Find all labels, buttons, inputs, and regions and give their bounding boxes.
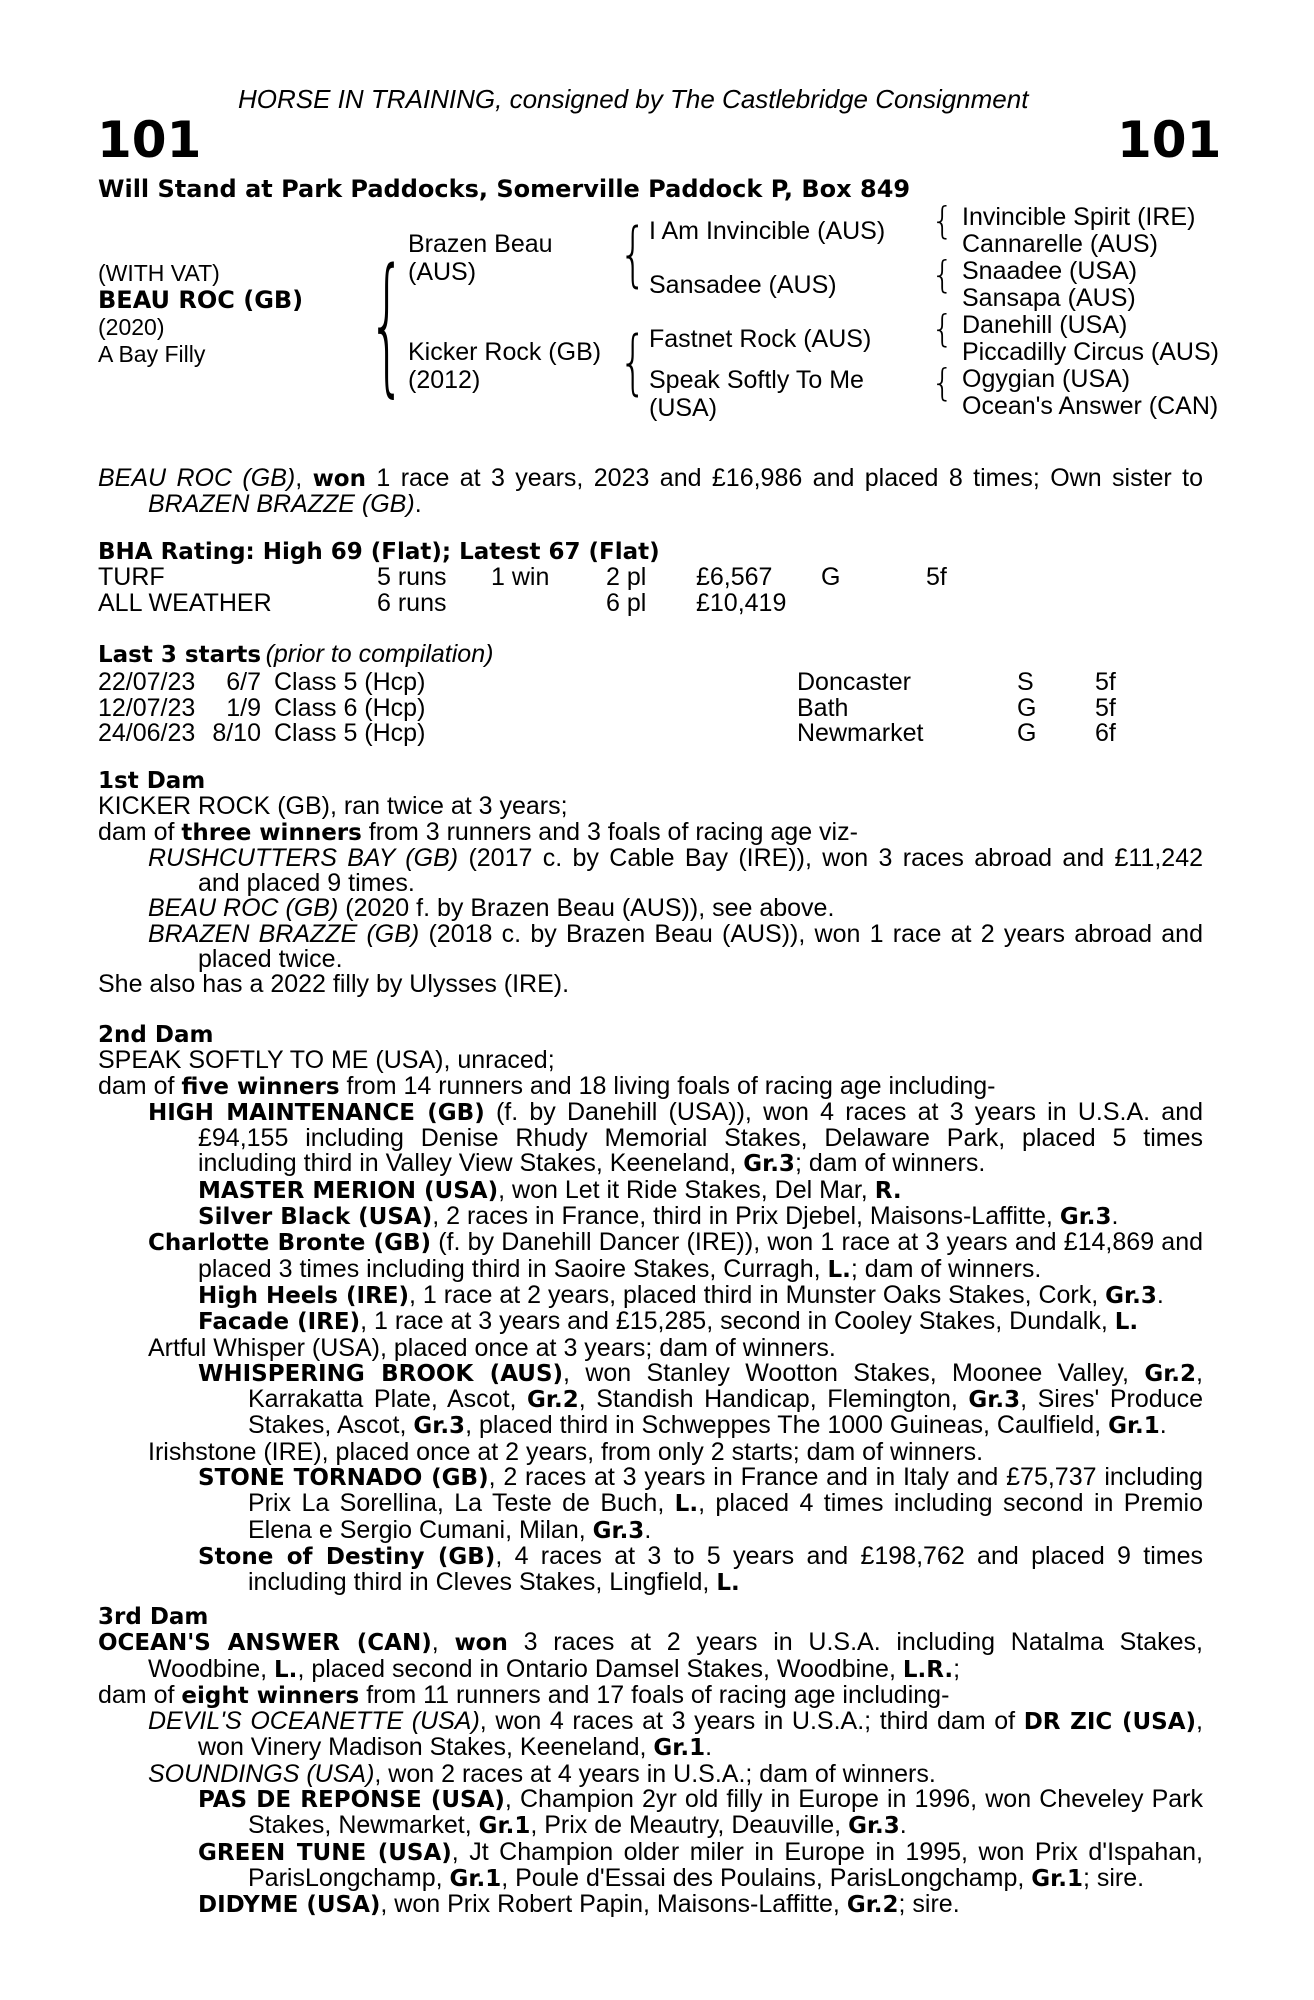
pedigree-ancestor: Piccadilly Circus (AUS)	[962, 338, 1219, 366]
pedigree-brace-g1: {	[931, 200, 954, 244]
progeny-entry: WHISPERING BROOK (AUS), won Stanley Wootton Stakes, Moonee Valley, Gr.2, Karrakatta Plate, Ascot, Gr.2, Standish Handicap, Flemington, Gr.3, Sires' Produce Stakes, Ascot, Gr.3, placed third in Schweppes The 1000 Guineas, Caulfield, Gr.1.	[198, 1358, 1203, 1440]
pedigree-brace-g2: {	[931, 254, 954, 298]
progeny-entry: High Heels (IRE), 1 race at 2 years, placed third in Munster Oaks Stakes, Cork, Gr.3.	[198, 1280, 1164, 1309]
progeny-entry: PAS DE REPONSE (USA), Champion 2yr old filly in Europe in 1996, won Cheveley Park Stakes, Newmarket, Gr.1, Prix de Meautry, Deauville, Gr.3.	[198, 1785, 1203, 1840]
pedigree-ancestor: Ogygian (USA)	[962, 365, 1131, 393]
pedigree-dam: Kicker Rock (GB) (2012)	[408, 338, 602, 394]
last-starts-table	[98, 670, 1116, 746]
pedigree-dam-sire: Fastnet Rock (AUS)	[649, 325, 872, 353]
vat-label: (WITH VAT)	[98, 260, 220, 286]
pedigree-ancestor: Snaadee (USA)	[962, 257, 1138, 285]
pedigree-sire-dam: Sansadee (AUS)	[649, 271, 837, 299]
progeny-entry: Irishstone (IRE), placed once at 2 years, from only 2 starts; dam of winners.	[148, 1437, 984, 1466]
section-heading: 3rd Dam	[98, 1604, 209, 1630]
pedigree-ancestor: Cannarelle (AUS)	[962, 230, 1158, 258]
horse-name: BEAU ROC (GB)	[98, 286, 304, 314]
progeny-entry: RUSHCUTTERS BAY (GB) (2017 c. by Cable Bay (IRE)), won 3 races abroad and £11,242 and placed 9 times.	[148, 843, 1204, 898]
rating-heading: BHA Rating: High 69 (Flat); Latest 67 (Flat)	[98, 539, 660, 565]
lot-number-left: 101	[97, 111, 202, 169]
pedigree-ancestor: Ocean's Answer (CAN)	[962, 392, 1219, 420]
catalogue-header: HORSE IN TRAINING, consigned by The Castlebridge Consignment	[238, 84, 1029, 114]
progeny-entry: BEAU ROC (GB) (2020 f. by Brazen Beau (AUS)), see above.	[148, 894, 835, 923]
progeny-entry: MASTER MERION (USA), won Let it Ride Stakes, Del Mar, R.	[198, 1175, 902, 1204]
bha-rating	[98, 540, 947, 616]
progeny-entry: Artful Whisper (USA), placed once at 3 years; dam of winners.	[148, 1333, 836, 1362]
rating-table	[98, 565, 947, 616]
race-summary: BEAU ROC (GB), won 1 race at 3 years, 2023 and £16,986 and placed 8 times; Own sister to BRAZEN BRAZZE (GB).	[98, 464, 1203, 519]
progeny-entry: BRAZEN BRAZZE (GB) (2018 c. by Brazen Beau (AUS)), won 1 race at 2 years abroad and placed twice.	[148, 919, 1203, 974]
first-dam-section: 1st Dam KICKER ROCK (GB), ran twice at 3 years; dam of three winners from 3 runners and 3 foals of racing age viz- RUSHCUTTERS BAY (GB) (2017 c. by Cable Bay (IRE)), won 3 races abroad and £11,242 and placed 9 times. BEAU ROC (GB) (2020 f. by Brazen Beau (AUS)), see above. BRAZEN BRAZZE (GB) (2018 c. by Brazen Beau (AUS)), won 1 race at 2 years abroad and placed twice. She also has a 2022 filly by Ulysses (IRE).	[98, 768, 1204, 999]
pedigree-ancestor: Danehill (USA)	[962, 311, 1128, 339]
section-heading: 1st Dam	[98, 768, 206, 794]
horse-identity	[98, 260, 303, 368]
table-row: ALL WEATHER 6 runs 6 pl £10,419	[98, 588, 787, 617]
progeny-entry: DIDYME (USA), won Prix Robert Papin, Maisons-Laffitte, Gr.2; sire.	[198, 1890, 960, 1919]
pedigree-ancestor: Invincible Spirit (IRE)	[962, 203, 1196, 231]
section-heading: 2nd Dam	[98, 1022, 214, 1048]
progeny-entry: SOUNDINGS (USA), won 2 races at 4 years in U.S.A.; dam of winners.	[148, 1759, 936, 1788]
pedigree-generation-three	[962, 204, 1219, 420]
progeny-entry: Stone of Destiny (GB), 4 races at 3 to 5 years and £198,762 and placed 9 times including third in Cleves Stakes, Lingfield, L.	[198, 1541, 1203, 1597]
horse-description: A Bay Filly	[98, 341, 206, 367]
pedigree-brace-main: {	[368, 238, 407, 413]
last-starts	[98, 642, 1116, 746]
second-dam-section: 2nd Dam SPEAK SOFTLY TO ME (USA), unraced; dam of five winners from 14 runners and 18 living foals of racing age including- HIGH MAINTENANCE (GB) (f. by Danehill (USA)), won 4 races at 3 years in U.S.A. and £94,155 including Denise Rhudy Memorial Stakes, Delaware Park, placed 5 times including third in Valley View Stakes, Keeneland, Gr.3; dam of winners. MASTER MERION (USA), won Let it Ride Stakes, Del Mar, R. Silver Black (USA), 2 races in France, third in Prix Djebel, Maisons-Laffitte, Gr.3. Charlotte Bronte (GB) (f. by Danehill Dancer (IRE)), won 1 race at 3 years and £14,869 and placed 3 times including third in Saoire Stakes, Curragh, L.; dam of winners. High Heels (IRE), 1 race at 2 years, placed third in Munster Oaks Stakes, Cork, Gr.3. Facade (IRE), 1 race at 3 years and £15,285, second in Cooley Stakes, Dundalk, L. Artful Whisper (USA), placed once at 3 years; dam of winners. WHISPERING BROOK (AUS), won Stanley Wootton Stakes, Moonee Valley, Gr.2, Karrakatta Plate, Ascot, Gr.2, Standish Handicap, Flemington, Gr.3, Sires' Produce Stakes, Ascot, Gr.3, placed third in Schweppes The 1000 Guineas, Caulfield, Gr.1. Irishstone (IRE), placed once at 2 years, from only 2 starts; dam of winners. STONE TORNADO (GB), 2 races at 3 years in France and in Italy and £75,737 including Prix La Sorellina, La Teste de Buch, L., placed 4 times including second in Premio Elena e Sergio Cumani, Milan, Gr.3. Stone of Destiny (GB), 4 races at 3 to 5 years and £198,762 and placed 9 times including third in Cleves Stakes, Lingfield, L.	[98, 1022, 1204, 1597]
progeny-entry: DEVIL'S OCEANETTE (USA), won 4 races at 3 years in U.S.A.; third dam of DR ZIC (USA), won Vinery Madison Stakes, Keeneland, Gr.1.	[148, 1707, 1203, 1762]
pedigree-brace-g3: {	[931, 308, 954, 352]
horse-year: (2020)	[98, 314, 165, 340]
lot-number-right: 101	[1117, 111, 1222, 169]
table-row: 24/06/23 8/10 Class 5 (Hcp) Newmarket G 6f	[98, 718, 1116, 747]
pedigree-brace-g4: {	[931, 362, 954, 406]
table-row: 12/07/23 1/9 Class 6 (Hcp) Bath G 5f	[98, 693, 1116, 722]
dam-record: OCEAN'S ANSWER (CAN), won 3 races at 2 years in U.S.A. including Natalma Stakes, Woodbine, L., placed second in Ontario Damsel Stakes, Woodbine, L.R.;	[98, 1628, 1203, 1683]
pedigree-ancestor: Sansapa (AUS)	[962, 284, 1136, 312]
last-starts-heading: Last 3 starts	[98, 642, 262, 668]
stand-location: Will Stand at Park Paddocks, Somerville Paddock P, Box 849	[98, 175, 911, 203]
pedigree-dam-dam: Speak Softly To Me (USA)	[649, 366, 864, 422]
progeny-entry: Facade (IRE), 1 race at 3 years and £15,285, second in Cooley Stakes, Dundalk, L.	[198, 1307, 1139, 1336]
pedigree-sire: Brazen Beau (AUS)	[408, 230, 553, 286]
pedigree-brace-dam: {	[619, 322, 647, 404]
progeny-entry: Silver Black (USA), 2 races in France, third in Prix Djebel, Maisons-Laffitte, Gr.3.	[198, 1202, 1119, 1231]
progeny-entry: STONE TORNADO (GB), 2 races at 3 years in France and in Italy and £75,737 including Prix La Sorellina, La Teste de Buch, L., placed 4 times including second in Premio Elena e Sergio Cumani, Milan, Gr.3.	[198, 1463, 1204, 1544]
third-dam-section: 3rd Dam OCEAN'S ANSWER (CAN), won 3 races at 2 years in U.S.A. including Natalma Stakes, Woodbine, L., placed second in Ontario Damsel Stakes, Woodbine, L.R.; dam of eight winners from 11 runners and 17 foals of racing age including- DEVIL'S OCEANETTE (USA), won 4 races at 3 years in U.S.A.; third dam of DR ZIC (USA), won Vinery Madison Stakes, Keeneland, Gr.1. SOUNDINGS (USA), won 2 races at 4 years in U.S.A.; dam of winners. PAS DE REPONSE (USA), Champion 2yr old filly in Europe in 1996, won Cheveley Park Stakes, Newmarket, Gr.1, Prix de Meautry, Deauville, Gr.3. GREEN TUNE (USA), Jt Champion older miler in Europe in 1995, won Prix d'Ispahan, ParisLongchamp, Gr.1, Poule d'Essai des Poulains, ParisLongchamp, Gr.1; sire. DIDYME (USA), won Prix Robert Papin, Maisons-Laffitte, Gr.2; sire.	[98, 1604, 1203, 1919]
pedigree-brace-sire: {	[619, 214, 647, 296]
table-row: 22/07/23 6/7 Class 5 (Hcp) Doncaster S 5f	[98, 668, 1116, 697]
last-starts-note: (prior to compilation)	[265, 640, 494, 668]
progeny-entry: HIGH MAINTENANCE (GB) (f. by Danehill (USA)), won 4 races at 3 years in U.S.A. and £94,155 including Denise Rhudy Memorial Stakes, Delaware Park, placed 5 times including third in Valley View Stakes, Keeneland, Gr.3; dam of winners.	[148, 1097, 1203, 1178]
progeny-entry: Charlotte Bronte (GB) (f. by Danehill Dancer (IRE)), won 1 race at 3 years and £14,869 and placed 3 times including third in Saoire Stakes, Curragh, L.; dam of winners.	[148, 1228, 1204, 1283]
pedigree-sire-sire: I Am Invincible (AUS)	[649, 217, 886, 245]
table-row: TURF 5 runs 1 win 2 pl £6,567 G 5f	[98, 563, 947, 592]
progeny-entry: GREEN TUNE (USA), Jt Champion older miler in Europe in 1995, won Prix d'Ispahan, ParisLongchamp, Gr.1, Poule d'Essai des Poulains, ParisLongchamp, Gr.1; sire.	[198, 1837, 1203, 1892]
